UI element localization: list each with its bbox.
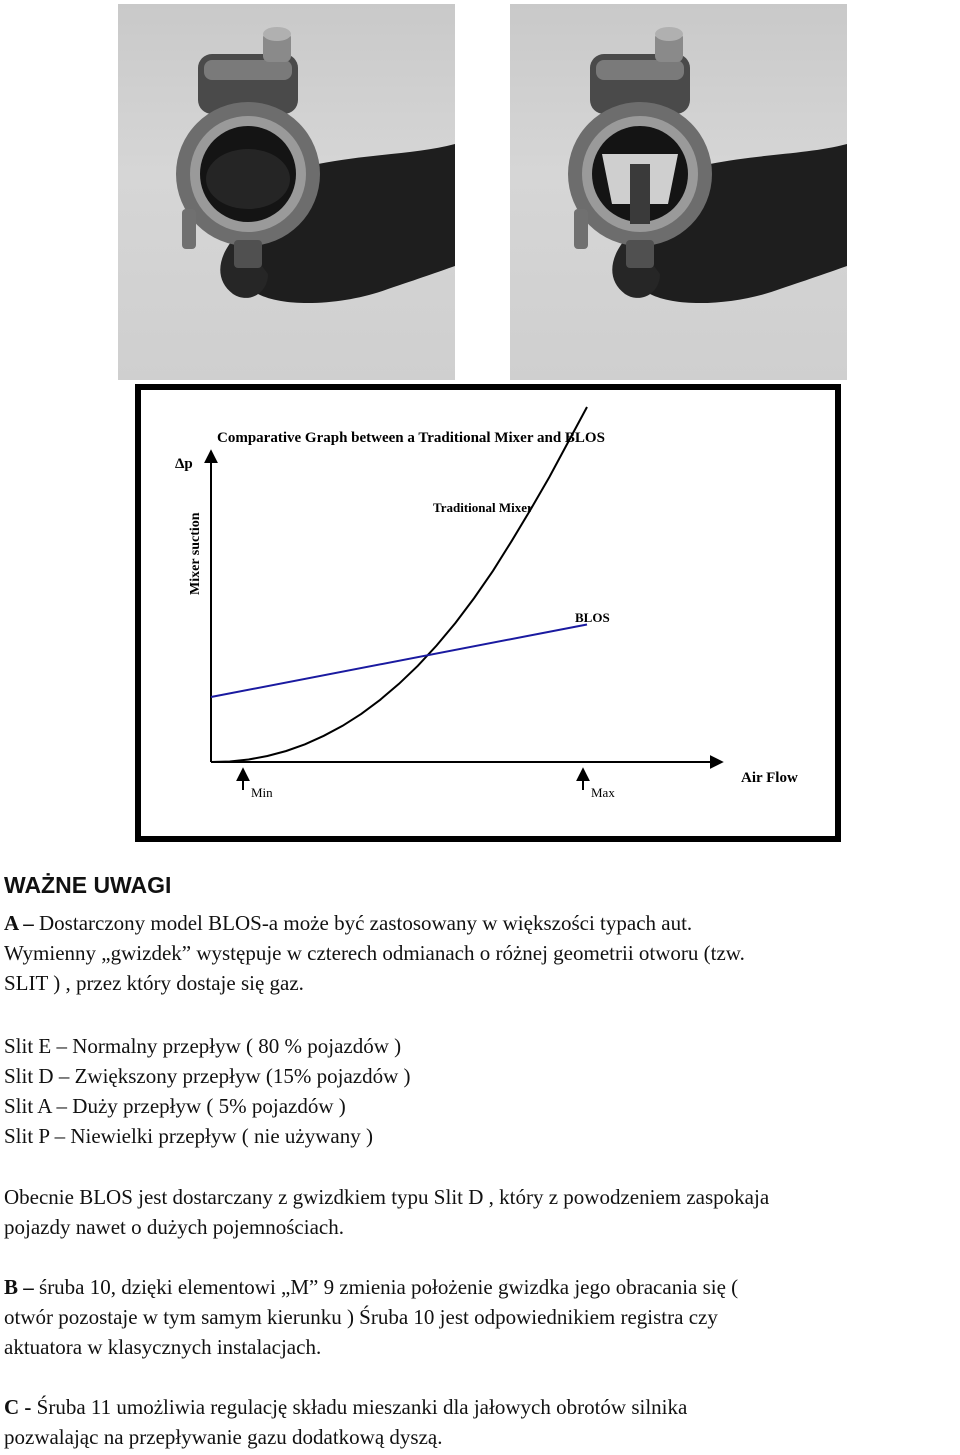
product-photo-closed (118, 4, 455, 380)
series-blos-label: BLOS (575, 610, 610, 625)
min-marker (243, 770, 273, 800)
note-b-line1: śruba 10, dzięki elementowi „M” 9 zmienia położenie gwizdka jego obracania się ( (33, 1275, 739, 1299)
note-a (4, 908, 745, 998)
note-a-label: A – (4, 911, 34, 935)
note-b-label: B – (4, 1275, 34, 1299)
series-blos-line (211, 625, 587, 698)
slit-item: Slit A – Duży przepływ ( 5% pojazdów ) (4, 1094, 346, 1118)
chart-xlabel: Air Flow (741, 770, 798, 786)
note-a-line2: Wymienny „gwizdek” występuje w czterech odmianach o różnej geometrii otworu (tzw. (4, 941, 745, 965)
note-a-line1: Dostarczony model BLOS-a może być zastosowany w większości typach aut. (33, 911, 693, 935)
slit-item: Slit P – Niewielki przepływ ( nie używany ) (4, 1124, 373, 1148)
max-marker (583, 770, 615, 800)
mixer-in-hand-closed-icon (118, 4, 455, 380)
current-line1: Obecnie BLOS jest dostarczany z gwizdkiem typu Slit D , który z powodzeniem zaspokaja (4, 1185, 770, 1209)
note-b (4, 1272, 738, 1362)
current-line2: pojazdy nawet o dużych pojemnościach. (4, 1215, 344, 1239)
slit-list (4, 1031, 411, 1151)
slit-item: Slit E – Normalny przepływ ( 80 % pojazdów ) (4, 1034, 402, 1058)
slit-item: Slit D – Zwiększony przepływ (15% pojazdów ) (4, 1064, 411, 1088)
note-b-line3: aktuatora w klasycznych instalacjach. (4, 1335, 322, 1359)
chart-ylabel: Mixer suction (188, 512, 203, 595)
series-traditional-mixer-line (211, 407, 587, 762)
note-c-line2: pozwalając na przepływanie gazu dodatkową dyszą. (4, 1425, 443, 1449)
chart-svg (141, 390, 835, 836)
note-c-label: C - (4, 1395, 32, 1419)
max-label: Max (591, 785, 615, 800)
note-c-line1: Śruba 11 umożliwia regulację składu mieszanki dla jałowych obrotów silnika (31, 1395, 688, 1419)
comparison-chart (135, 384, 841, 842)
mixer-in-hand-open-icon (510, 4, 847, 380)
note-c (4, 1392, 687, 1452)
min-label: Min (251, 785, 273, 800)
product-photo-open (510, 4, 847, 380)
section-heading: WAŻNE UWAGI (4, 872, 172, 898)
series-traditional-mixer-label: Traditional Mixer (433, 500, 533, 515)
note-b-line2: otwór pozostaje w tym samym kierunku ) Śruba 10 jest odpowiednikiem registra czy (4, 1305, 718, 1329)
note-a-line3: SLIT ) , przez który dostaje się gaz. (4, 971, 304, 995)
chart-y-symbol: Δp (175, 456, 193, 472)
current-note (4, 1182, 769, 1242)
chart-title: Comparative Graph between a Traditional Mixer and BLOS (217, 430, 605, 446)
